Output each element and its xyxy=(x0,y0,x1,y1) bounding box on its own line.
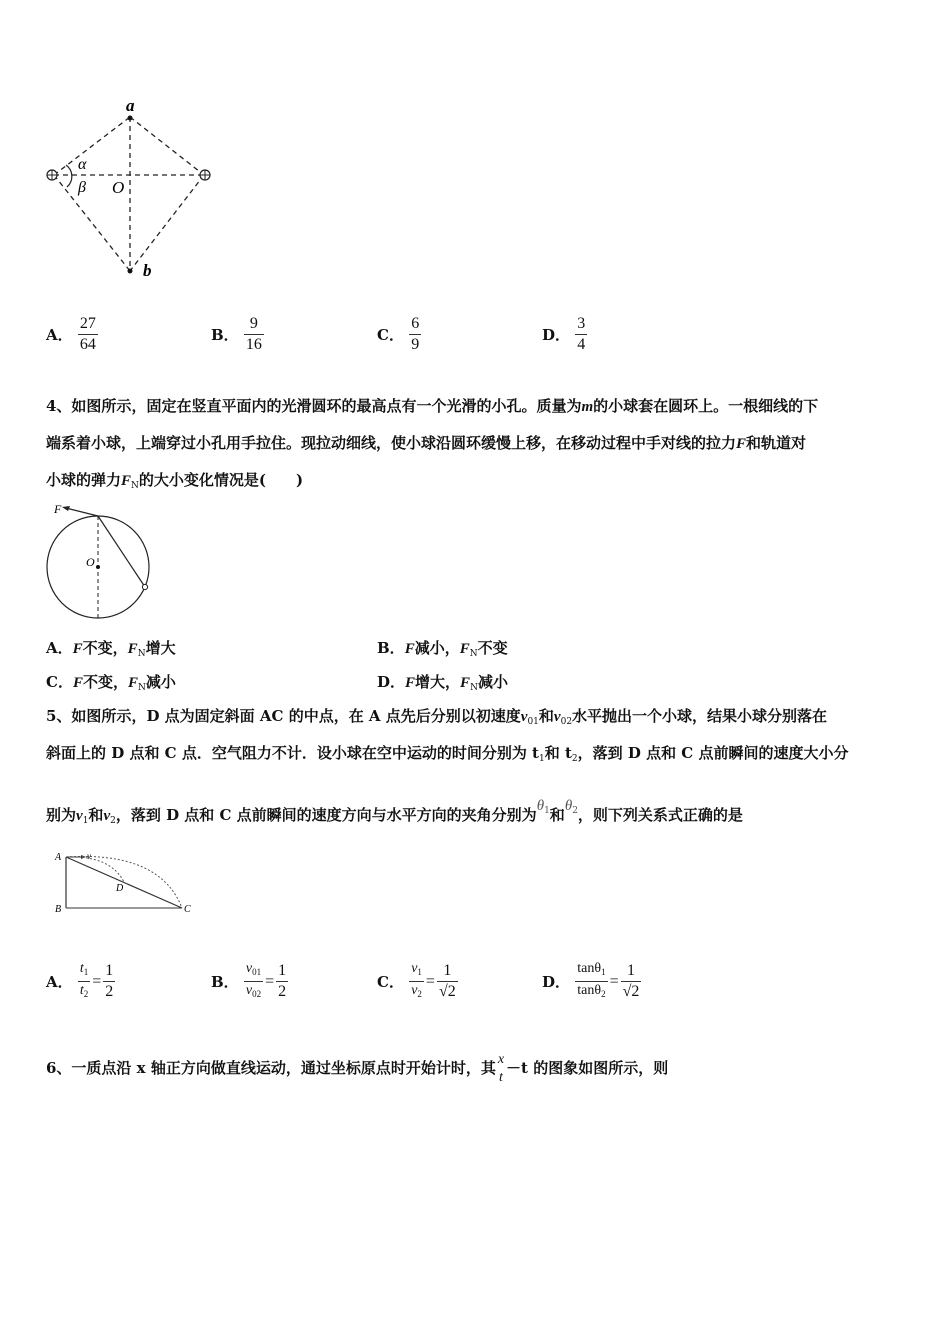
q5-line-2: 斜面上的 D 点和 C 点．空气阻力不计．设小球在空中运动的时间分别为 $t_1$和 $t_2$，落到 D 点和 C 点前瞬间的速度大小分 xyxy=(46,744,849,764)
q3-figure xyxy=(40,95,230,285)
q4-line-1: 4、如图所示，固定在竖直平面内的光滑圆环的最高点有一个光滑的小孔。质量为m的小球套在圆环上。一根细线的下 xyxy=(46,397,819,415)
q5-slope-figure xyxy=(50,845,200,920)
fraction: $\frac{9}{16}$ xyxy=(245,315,262,353)
point-c-label: C xyxy=(184,904,191,915)
q6-line-1: 6、一质点沿 x 轴正方向做直线运动，通过坐标原点时开始计时，其 x t －t 的图象如图所示，则 xyxy=(46,1052,669,1085)
q5-line-3: 别为$v_1$和$v_2$，落到 D 点和 C 点前瞬间的速度方向与水平方向的夹角分别为$\theta^1$和$\theta^2$，则下列关系式正确的是 xyxy=(46,798,743,826)
q3-option-c[interactable]: C． $\frac{6}{9}$ xyxy=(377,315,420,353)
q5-option-c[interactable]: C． $\frac{v_1}{v_2}$ = $\frac{1}{√2}$ xyxy=(377,961,456,1000)
point-b-label: b xyxy=(143,261,152,280)
q4-option-d[interactable]: D．F增大，$F_N$减小 xyxy=(377,673,508,693)
fraction: $\frac{6}{9}$ xyxy=(411,315,420,353)
point-o-label: O xyxy=(112,178,125,197)
beta-label: β xyxy=(78,179,86,196)
right-pulley-icon xyxy=(200,170,210,180)
center-o-label: O xyxy=(86,555,95,569)
q4-ring-figure xyxy=(40,500,160,625)
q4-option-c[interactable]: C．F不变，$F_N$减小 xyxy=(46,673,176,693)
point-b-label: B xyxy=(55,904,62,915)
q5-option-b[interactable]: B． $\frac{v_{01}}{v_{02}}$ = $\frac{1}{2}$ xyxy=(211,961,287,1000)
q3-option-d[interactable]: D． $\frac{3}{4}$ xyxy=(542,315,586,353)
point-d-label: D xyxy=(116,883,124,894)
q4-option-a[interactable]: A．F不变，$F_N$增大 xyxy=(46,639,176,659)
velocity-v-label: v xyxy=(87,851,91,861)
q5-option-a[interactable]: A． $\frac{t_1}{t_2}$ = $\frac{1}{2}$ xyxy=(46,961,114,1000)
fraction: $\frac{27}{64}$ xyxy=(79,315,96,353)
q5-line-1: 5、如图所示，D 点为固定斜面 AC 的中点，在 A 点先后分别以初速度$v_{01}$和$v_{02}$水平抛出一个小球，结果小球分别落在 xyxy=(46,707,828,727)
point-a-label: A xyxy=(55,852,62,863)
fraction: $\frac{3}{4}$ xyxy=(577,315,586,353)
q5-option-d[interactable]: D． $\frac{\tan\theta_1}{\tan\theta_2}$ = $\frac{1}{√2}$ xyxy=(542,961,640,1000)
q4-line-2: 端系着小球，上端穿过小孔用手拉住。现拉动细线，使小球沿圆环缓慢上移，在移动过程中手对线的拉力F和轨道对 xyxy=(46,434,807,452)
q4-line-3: 小球的弹力$F_N$的大小变化情况是( ) xyxy=(46,471,304,491)
q3-option-b[interactable]: B． $\frac{9}{16}$ xyxy=(211,315,262,353)
q3-option-a[interactable]: A． $\frac{27}{64}$ xyxy=(46,315,96,353)
alpha-label: α xyxy=(78,156,87,173)
left-pulley-icon xyxy=(47,170,57,180)
force-f-label: F xyxy=(54,502,62,516)
point-a-label: a xyxy=(126,96,135,115)
q4-option-b[interactable]: B．F减小，$F_N$不变 xyxy=(377,639,508,659)
